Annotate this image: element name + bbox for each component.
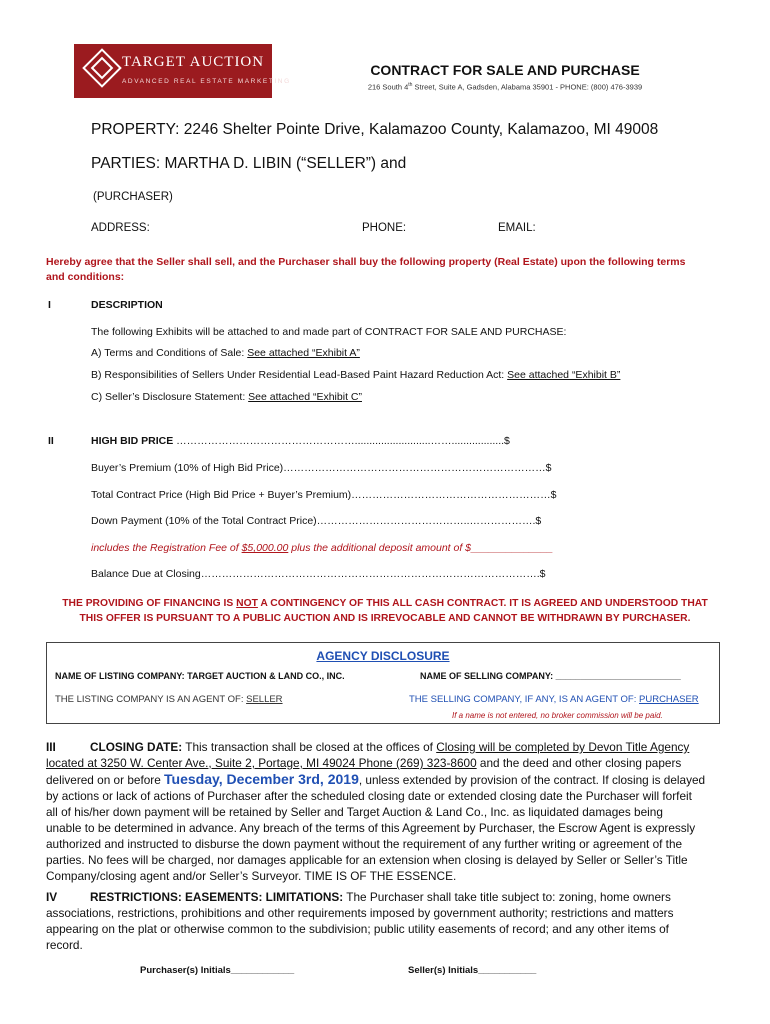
section-3-number: III xyxy=(46,740,56,754)
agency-disclosure-title: AGENCY DISCLOSURE xyxy=(316,649,450,663)
purchaser-initials-field[interactable]: Purchaser(s) Initials____________ xyxy=(140,965,295,976)
address-post: Street, Suite A, Gadsden, Alabama 35901 - PHONE: (800) 476-3939 xyxy=(412,82,643,92)
section-2-number: II xyxy=(48,435,54,447)
closing-date-value: Tuesday, December 3rd, 2019 xyxy=(164,771,359,787)
section-3-text-4: , unless extended by provision of the contract. If closing is delayed xyxy=(358,773,706,787)
section-4-line-1 xyxy=(46,889,726,905)
buyers-premium-line: Buyer’s Premium (10% of High Bid Price)…………………………………………………………………$ xyxy=(91,462,552,474)
section-4-number: IV xyxy=(46,890,58,904)
section-3-text-3: delivered on or before xyxy=(46,773,165,787)
logo-tagline: ADVANCED REAL ESTATE MARKETING xyxy=(122,78,291,85)
address-pre: 216 South 4 xyxy=(367,82,409,92)
section-3-text-2: and the deed and other closing papers xyxy=(476,756,682,770)
section-4-line-3: appearing on the plat or otherwise common to the subdivision; public utility easements of record; and any other items of xyxy=(46,922,669,936)
listing-agent-label: THE LISTING COMPANY IS AN AGENT OF: xyxy=(55,694,247,705)
section-3-line-3 xyxy=(46,771,726,788)
deposit-amount-blank[interactable]: ______________ xyxy=(471,542,553,554)
exhibit-a-link[interactable]: See attached “Exhibit A” xyxy=(247,347,360,359)
closing-agency: Closing will be completed by Devon Title Agency xyxy=(436,740,690,754)
exhibit-a-item xyxy=(91,347,360,359)
exhibit-a-label: A) Terms and Conditions of Sale: xyxy=(91,347,248,359)
section-3-closing-date xyxy=(46,739,726,884)
selling-company-name[interactable]: NAME OF SELLING COMPANY: _________________________ xyxy=(420,671,681,681)
section-4-text-1: The Purchaser shall take title subject to: zoning, home owners xyxy=(343,890,671,904)
parties-line: PARTIES: MARTHA D. LIBIN (“SELLER”) and xyxy=(91,155,407,172)
closing-location: located at 3250 W. Center Ave., Suite 2, Portage, MI 49024 Phone (269) 323-8600 xyxy=(46,756,477,770)
address-label: ADDRESS: xyxy=(91,222,150,234)
section-3-line-6: unable to be determined in advance. Any breach of the terms of this Agreement by Purchaser, the Escrow Agent is expressly xyxy=(46,821,696,835)
financing-notice-line-2: THIS OFFER IS PURSUANT TO A PUBLIC AUCTION AND IS IRREVOCABLE AND CANNOT BE WITHDRAWN BY PURCHASER. xyxy=(79,613,691,624)
property-line: PROPERTY: 2246 Shelter Pointe Drive, Kalamazoo County, Kalamazoo, MI 49008 xyxy=(91,121,659,138)
section-3-line-2 xyxy=(46,755,726,771)
agency-disclosure-box xyxy=(46,642,720,724)
phone-label: PHONE: xyxy=(362,222,407,234)
section-1-title: DESCRIPTION xyxy=(91,299,163,311)
section-4-title: RESTRICTIONS: EASEMENTS: LIMITATIONS: xyxy=(90,890,344,904)
exhibit-c-link[interactable]: See attached “Exhibit C” xyxy=(248,391,362,403)
section-3-line-5: all of his/her down payment will be retained by Seller and Target Auction & Land Co., Inc. as liquidated damages being xyxy=(46,805,663,819)
selling-agent-label: THE SELLING COMPANY, IF ANY, IS AN AGENT OF: xyxy=(409,694,640,705)
section-3-line-9: Company/closing agent and/or Seller’s Surveyor. TIME IS OF THE ESSENCE. xyxy=(46,869,457,883)
section-3-line-8: parties. No fees will be charged, nor damages applicable for an extension when closing is delayed by Seller or Seller’s Title xyxy=(46,853,688,867)
listing-agent-line xyxy=(55,694,283,705)
section-1-number: I xyxy=(48,299,51,311)
listing-agent-value: SELLER xyxy=(246,694,283,705)
section-4-line-2: associations, restrictions, prohibitions and other requirements imposed by government authority; restrictions and matters xyxy=(46,906,674,920)
exhibit-b-link[interactable]: See attached “Exhibit B” xyxy=(507,369,621,381)
high-bid-dots: ……………………………………………..........................……..................$ xyxy=(173,435,510,447)
exhibits-intro: The following Exhibits will be attached to and made part of CONTRACT FOR SALE AND PURCHASE: xyxy=(91,326,567,338)
address-sup: th xyxy=(408,82,413,88)
registration-fee-line xyxy=(91,542,553,554)
listing-company-name: NAME OF LISTING COMPANY: TARGET AUCTION & LAND CO., INC. xyxy=(55,671,345,681)
financing-pre: THE PROVIDING OF FINANCING IS xyxy=(62,598,237,609)
exhibit-b-label: B) Responsibilities of Sellers Under Residential Lead-Based Paint Hazard Reduction Act: xyxy=(91,369,508,381)
reg-fee-post: plus the additional deposit amount of $ xyxy=(288,542,472,554)
exhibit-c-item xyxy=(91,391,362,403)
financing-not: NOT xyxy=(236,598,258,609)
reg-fee-amount: $5,000.00 xyxy=(241,542,289,554)
email-label: EMAIL: xyxy=(498,222,536,234)
broker-commission-note: If a name is not entered, no broker commission will be paid. xyxy=(452,711,663,720)
section-3-line-1 xyxy=(46,739,726,755)
section-4-restrictions xyxy=(46,889,726,953)
selling-agent-value: PURCHASER xyxy=(639,694,699,705)
financing-post: A CONTINGENCY OF THIS ALL CASH CONTRACT. IT IS AGREED AND UNDERSTOOD THAT xyxy=(257,598,708,609)
company-logo xyxy=(74,44,291,98)
logo-brand: TARGET AUCTION xyxy=(122,54,265,70)
section-3-line-4: by actions or lack of actions of Purchaser after the scheduled closing date or extended closing date the Purchaser will forfeit xyxy=(46,789,692,803)
company-address xyxy=(320,82,690,92)
agreement-text: Hereby agree that the Seller shall sell, and the Purchaser shall buy the following property (Real Estate) upon the following terms xyxy=(46,256,686,268)
section-3-text-1: This transaction shall be closed at the offices of xyxy=(185,740,437,754)
seller-initials-field[interactable]: Seller(s) Initials___________ xyxy=(408,965,537,976)
high-bid-label: HIGH BID PRICE xyxy=(91,435,174,447)
reg-fee-pre: includes the Registration Fee of xyxy=(91,542,242,554)
document-title: CONTRACT FOR SALE AND PURCHASE xyxy=(370,62,640,78)
financing-notice-line-1 xyxy=(0,598,770,609)
section-3-line-7: authorized and instructed to disburse the down payment without the requirement of any further writing or agreement of the xyxy=(46,837,683,851)
exhibit-b-item xyxy=(91,369,620,381)
total-contract-price-line: Total Contract Price (High Bid Price + Buyer’s Premium)…………………………………………………$ xyxy=(91,489,557,501)
selling-agent-line xyxy=(409,694,699,705)
section-4-line-4: record. xyxy=(46,938,83,952)
down-payment-line: Down Payment (10% of the Total Contract Price)……………………………………..……………….$ xyxy=(91,515,542,527)
agreement-text-cont: and conditions: xyxy=(46,271,125,283)
high-bid-price-line xyxy=(91,435,591,447)
section-3-title: CLOSING DATE: xyxy=(90,740,183,754)
balance-due-line: Balance Due at Closing…………………………………………………………………………………….$ xyxy=(91,568,546,580)
purchaser-label: (PURCHASER) xyxy=(93,191,173,203)
exhibit-c-label: C) Seller’s Disclosure Statement: xyxy=(91,391,249,403)
